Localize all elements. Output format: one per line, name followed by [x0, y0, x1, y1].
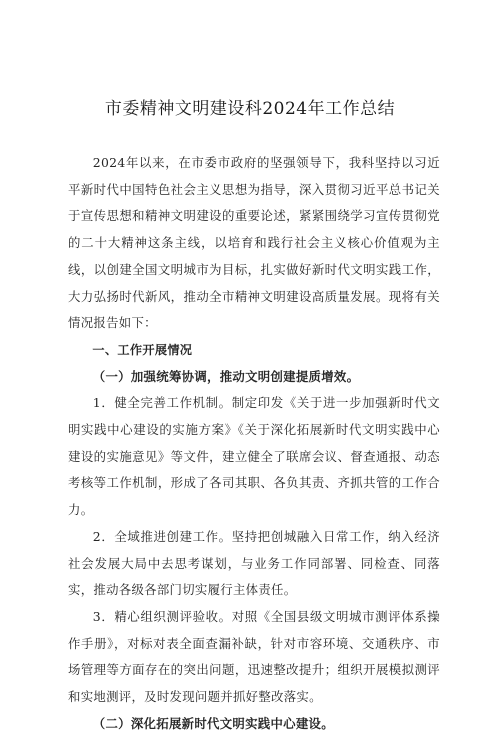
subsection-heading: （一）加强统筹协调，推动文明创建提质增效。 — [92, 368, 360, 384]
list-item: 2．全域推进创建工作。坚持把创城融入日常工作，纳入经济社会发展大局中去思考谋划，与业务工作同部署、同检查、同落实，推动各级各部门切实履行主体责任。 — [68, 528, 440, 598]
document-body — [68, 150, 440, 737]
document-title: 市委精神文明建设科2024年工作总结 — [104, 99, 396, 119]
intro-paragraph: 2024年以来，在市委市政府的坚强领导下，我科坚持以习近平新时代中国特色社会主义思想为指导，深入贯彻习近平总书记关于宣传思想和精神文明建设的重要论述，紧紧围绕学习宣传贯彻党的二十大精神这条主线，以培育和践行社会主义核心价值观为主线，以创建全国文明城市为目标，扎实做好新时代文明实践工作，大力弘扬时代新风，推动全市精神文明建设高质量发展。现将有关情况报告如下： — [68, 155, 440, 331]
list-item: 3．精心组织测评验收。对照《全国县级文明城市测评体系操作手册》，对标对表全面查漏补缺，针对市容环境、交通秩序、市场管理等方面存在的突出问题，迅速整改提升；组织开展模拟测评和实地测评，及时发现问题并抓好整改落实。 — [68, 608, 440, 705]
section-heading: 一、工作开展情况 — [92, 342, 193, 357]
list-item: 1．健全完善工作机制。制定印发《关于进一步加强新时代文明实践中心建设的实施方案》《关于深化拓展新时代文明实践中心建设的实施意见》等文件，建立健全了联席会议、督查通报、动态考核等工作机制，形成了各司其职、各负其责、齐抓共管的工作合力。 — [68, 395, 440, 518]
subsection-heading: （二）深化拓展新时代文明实践中心建设。 — [92, 715, 334, 731]
